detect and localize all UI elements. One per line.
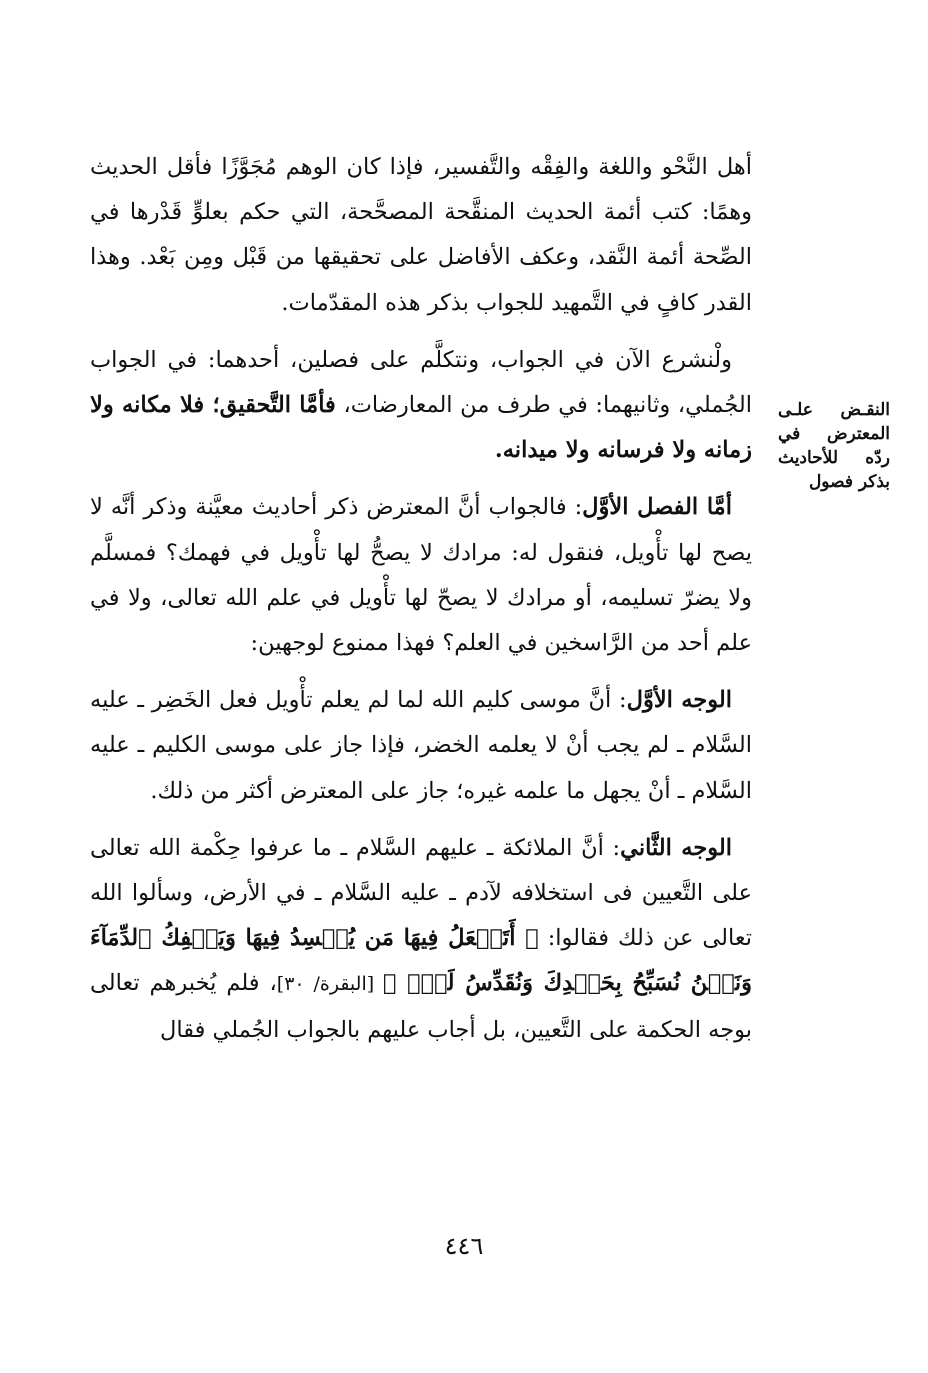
paragraph-text: : أنَّ موسى كليم الله لما لم يعلم تأْويل فعل الخَضِر ـ عليه السَّلام ـ لم يجب أنْ لا يعلمه الخضر، فإذا جاز على موسى الكليم ـ عليه السَّلام ـ أنْ يجهل ما علمه غيره؛ جاز على المعترض أكثر من ذلك. (90, 687, 752, 804)
paragraph-text: ولْنشرع الآن في الجواب، ونتكلَّم على فصلين، أحدهما: في الجواب الجُملي، وثانيهما: في طرف من المعارضات، (90, 346, 753, 419)
page-number: ٤٤٦ (444, 1232, 484, 1260)
paragraph-start-answer (90, 338, 752, 474)
verse-reference: [البقرة/ ٣٠] (276, 973, 384, 996)
paragraph-bold-tail: فأمَّا التَّحقيق؛ فلا مكانه ولا زمانه ولا فرسانه ولا ميدانه. (90, 392, 752, 464)
margin-note: النقـض علـى المعترض في ردّه للأحاديث بذكر فصول (778, 400, 890, 492)
aspect-heading: الوجه الأوَّل (626, 687, 732, 714)
paragraph-tail: ، فلم يُخبرهم تعالى بوجه الحكمة على التَّعيين، بل أجاب عليهم بالجواب الجُملي فقال (90, 970, 752, 1043)
paragraph-text: : فالجواب أنَّ المعترض ذكر أحاديث معيَّنة وذكر أنَّه لا يصح لها تأْويل، فنقول له: مرادك لا يصحُّ لها تأْويل في فهمك؟ فمسلَّم ولا يضرّ تسليمه، أو مرادك لا يصحّ لها تأْويل في علم الله تعالى، ولا في علم أحد من الرَّاسخين في العلم؟ فهذا ممنوع لوجهين: (90, 494, 752, 657)
main-text (90, 145, 752, 1053)
paragraph-text: أهل النَّحْو واللغة والفِقْه والتَّفسير، فإذا كان الوهم مُجَوَّزًا فأقل الحديث وهمًا: كتب أئمة الحديث المنقَّحة المصحَّحة، التي حكم بعلوٍّ قَدْرها في الصِّحة أئمة النَّقد، وعكف الأفاضل على تحقيقها من قَبْل ومِن بَعْد. وهذا القدر كافٍ في التَّمهيد للجواب بذكر هذه المقدّمات. (90, 154, 752, 316)
paragraph-second-aspect (90, 826, 752, 1053)
paragraph-first-aspect (90, 678, 752, 814)
aspect-heading: الوجه الثَّاني (620, 834, 732, 861)
section-heading: أمَّا الفصل الأوَّل (582, 494, 732, 521)
paragraph-intro (90, 145, 752, 326)
quran-verse: ﴿ أَتَجۡعَلُ فِيهَا مَن يُفۡسِدُ فِيهَا وَيَسۡفِكُ ٱلدِّمَآءَ وَنَحۡنُ نُسَبِّحُ بِحَمۡدِكَ وَنُقَدِّسُ لَكَۖ ﴾ (90, 925, 752, 997)
paragraph-first-section (90, 485, 752, 666)
paragraph-text: : أنَّ الملائكة ـ عليهم السَّلام ـ ما عرفوا حِكْمة الله تعالى على التَّعيين فى استخلافه لآدم ـ عليه السَّلام ـ في الأرض، وسألوا الله تعالى عن ذلك فقالوا: (90, 834, 752, 952)
